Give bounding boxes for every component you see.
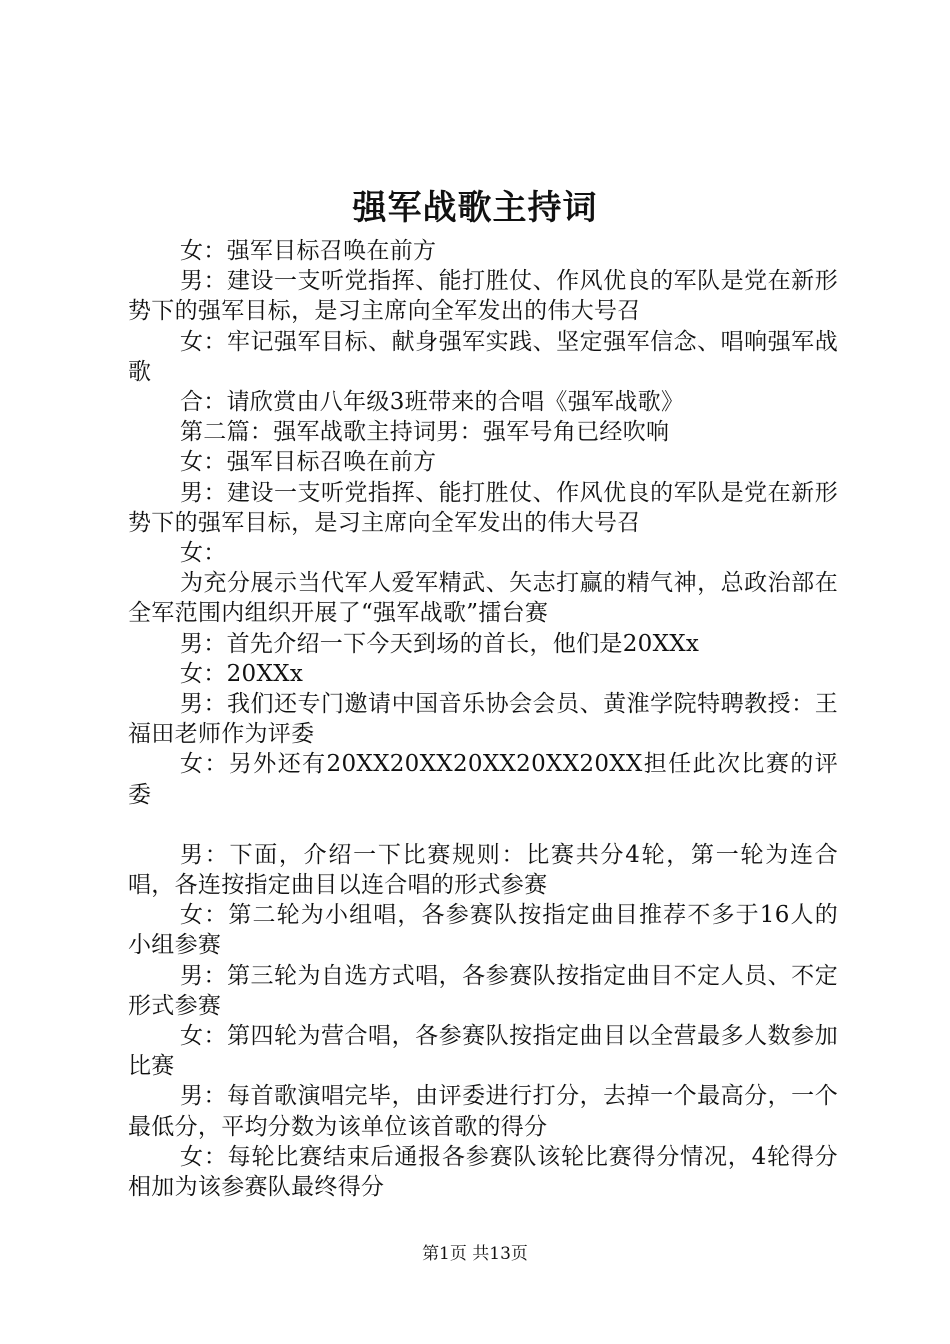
paragraph: 女：牢记强军目标、献身强军实践、坚定强军信念、唱响强军战歌 (128, 328, 838, 385)
paragraph: 女：20XXx (180, 660, 304, 687)
paragraph: 合：请欣赏由八年级3班带来的合唱《强军战歌》 (180, 389, 685, 416)
document-body (128, 236, 838, 1202)
paragraph: 男：每首歌演唱完毕，由评委进行打分，去掉一个最高分，一个最低分，平均分数为该单位该首歌的得分 (128, 1083, 838, 1140)
document-title: 强军战歌主持词 (352, 188, 598, 228)
paragraph: 女：另外还有20XX20XX20XX20XX20XX担任此次比赛的评委 (128, 751, 838, 808)
paragraph: 女：第二轮为小组唱，各参赛队按指定曲目推荐不多于16人的小组参赛 (128, 902, 838, 959)
paragraph: 女：强军目标召唤在前方 (180, 449, 437, 476)
page-number-footer: 第1页 共13页 (422, 1244, 528, 1264)
paragraph: 男：首先介绍一下今天到场的首长，他们是20XXx (180, 630, 700, 657)
paragraph: 女：第四轮为营合唱，各参赛队按指定曲目以全营最多人数参加比赛 (128, 1023, 838, 1080)
paragraph: 女：每轮比赛结束后通报各参赛队该轮比赛得分情况，4轮得分相加为该参赛队最终得分 (128, 1143, 838, 1201)
paragraph: 为充分展示当代军人爱军精武、矢志打赢的精气神，总政治部在全军范围内组织开展了“强军战歌”擂台赛 (128, 570, 838, 627)
paragraph: 男：我们还专门邀请中国音乐协会会员、黄淮学院特聘教授：王福田老师作为评委 (128, 691, 838, 748)
paragraph: 女： (180, 540, 227, 567)
paragraph: 男：建设一支听党指挥、能打胜仗、作风优良的军队是党在新形势下的强军目标，是习主席向全军发出的伟大号召 (128, 479, 838, 536)
paragraph: 男：建设一支听党指挥、能打胜仗、作风优良的军队是党在新形势下的强军目标，是习主席向全军发出的伟大号召 (128, 268, 838, 325)
paragraph: 第二篇：强军战歌主持词男：强军号角已经吹响 (180, 419, 670, 446)
paragraph: 男：第三轮为自选方式唱，各参赛队按指定曲目不定人员、不定形式参赛 (128, 962, 838, 1019)
paragraph: 女：强军目标召唤在前方 (180, 238, 437, 264)
paragraph: 男：下面，介绍一下比赛规则：比赛共分4轮，第一轮为连合唱，各连按指定曲目以连合唱的形式参赛 (128, 841, 838, 899)
